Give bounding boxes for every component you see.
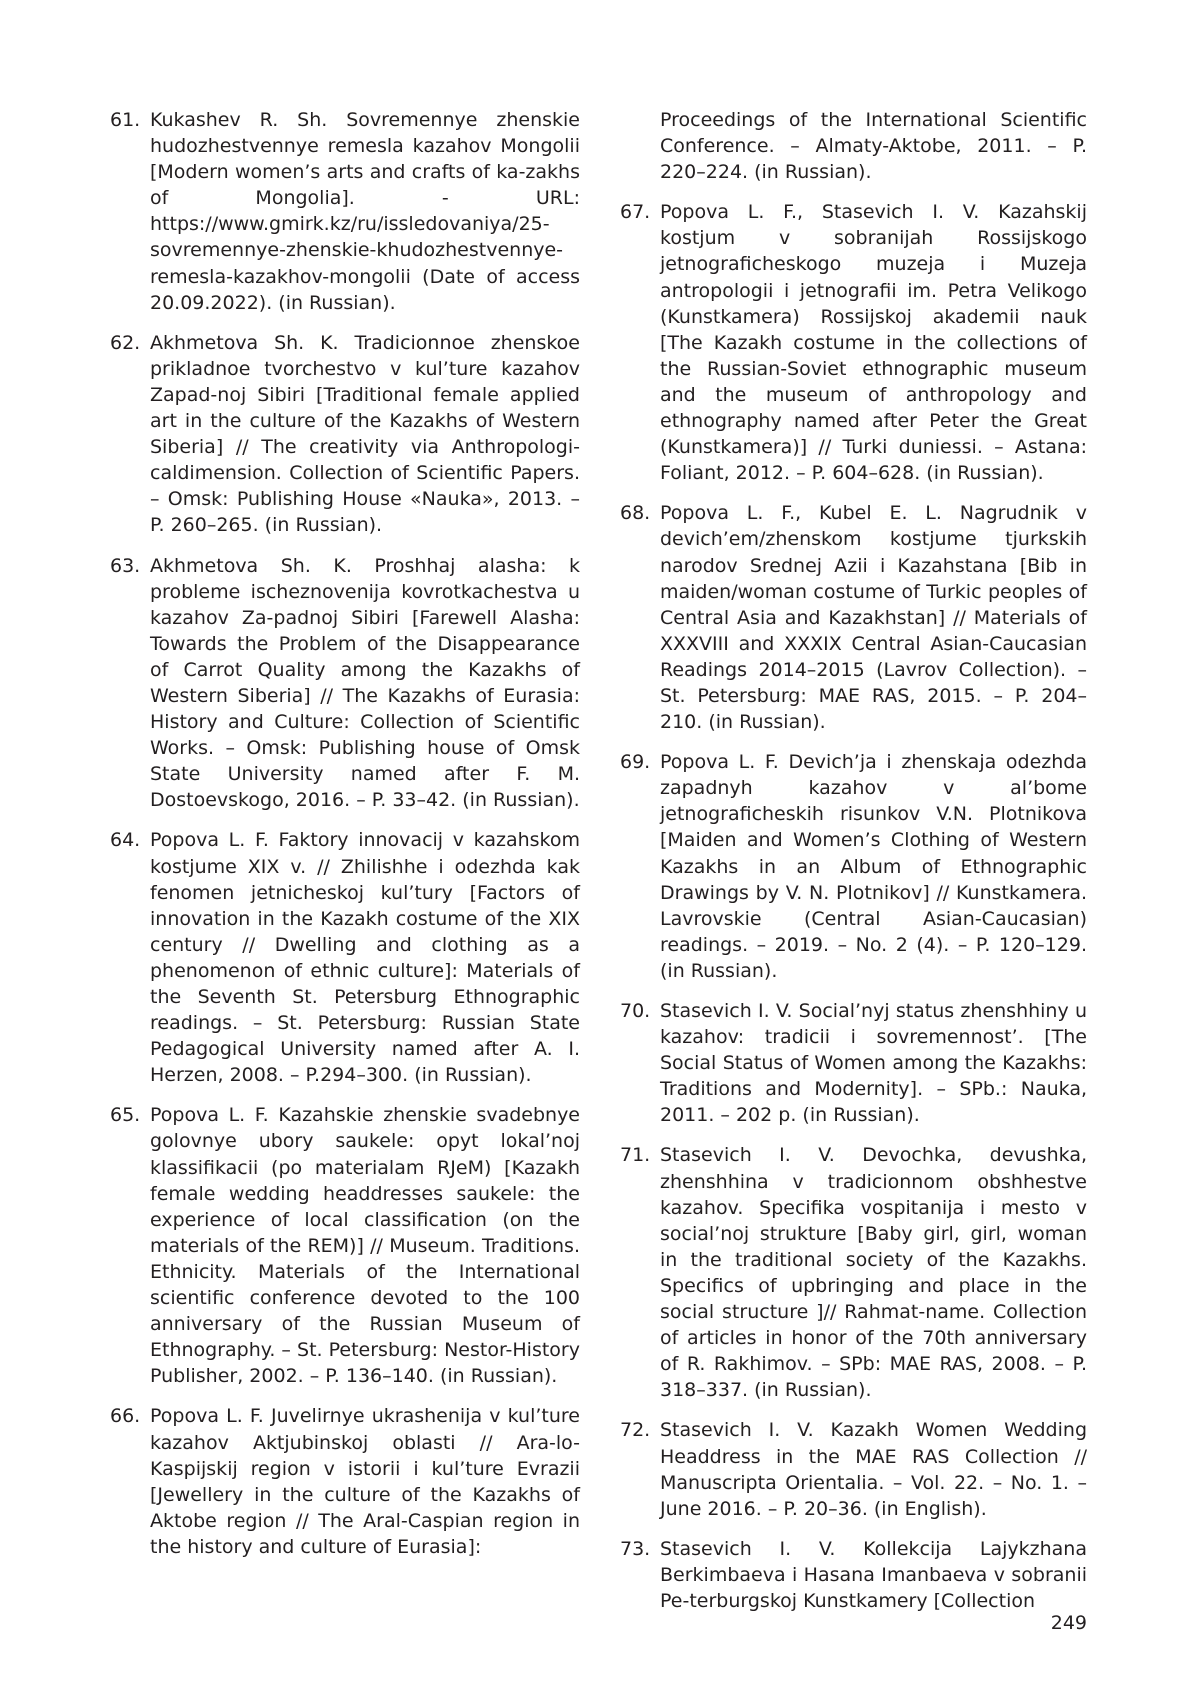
reference-66 xyxy=(110,1403,580,1560)
reference-text: Stasevich I. V. Kollekcija Lajykzhana Berkimbaeva i Hasana Imanbaeva v sobranii Pe-terburgskoj Kunstkamery [Collection xyxy=(660,1537,1087,1612)
reference-text: Akhmetova Sh. K. Tradicionnoe zhenskoe prikladnoe tvorchestvo v kul’ture kazahov Zapad-noj Sibiri [Traditional female applied art in the culture of the Kazakhs of Western Siberia] // The creativity via Anthropologi-caldimension. Collection of Scientific Papers. – Omsk: Publishing House «Nauka», 2013. – P. 260–265. (in Russian). xyxy=(150,331,580,537)
reference-70 xyxy=(620,998,1087,1128)
left-column xyxy=(110,107,580,1574)
reference-65 xyxy=(110,1102,580,1389)
reference-number: 71. xyxy=(620,1144,651,1167)
reference-number: 68. xyxy=(620,502,651,525)
reference-69 xyxy=(620,749,1087,984)
reference-68 xyxy=(620,500,1087,735)
reference-71 xyxy=(620,1142,1087,1403)
reference-text: Stasevich I. V. Social’nyj status zhenshhiny u kazahov: tradicii i sovremennost’. [The Social Status of Women among the Kazakhs: Traditions and Modernity]. – SPb.: Nauka, 2011. – 202 p. (in Russian). xyxy=(660,1000,1087,1127)
reference-text: Akhmetova Sh. K. Proshhaj alasha: k probleme ischeznovenija kovrotkachestva u kazahov Za-padnoj Sibiri [Farewell Alasha: Towards the Problem of the Disappearance of Carrot Quality among the Kazakhs of Western Siberia] // The Kazakhs of Eurasia: History and Culture: Collection of Scientific Works. – Omsk: Publishing house of Omsk State University named after F. M. Dostoevskogo, 2016. – P. 33–42. (in Russian). xyxy=(150,554,580,812)
reference-62 xyxy=(110,330,580,539)
reference-number: 69. xyxy=(620,751,651,774)
reference-number: 61. xyxy=(110,109,141,131)
reference-66-continuation: Proceedings of the International Scientific Conference. – Almaty-Aktobe, 2011. – P. 220–224. (in Russian). xyxy=(660,109,1087,184)
page-number: 249 xyxy=(1050,1612,1087,1634)
right-column xyxy=(620,107,1087,1628)
reference-text: Stasevich I. V. Kazakh Women Wedding Headdress in the MAE RAS Collection // Manuscripta Orientalia. – Vol. 22. – No. 1. – June 2016. – P. 20–36. (in English). xyxy=(660,1419,1087,1520)
reference-63 xyxy=(110,553,580,814)
reference-72 xyxy=(620,1417,1087,1521)
reference-text: Popova L. F. Juvelirnye ukrashenija v kul’ture kazahov Aktjubinskoj oblasti // Ara-lo-Kaspijskij region v istorii i kul’ture Evrazii [Jewellery in the culture of the Kazakhs of Aktobe region // The Aral-Caspian region in the history and culture of Eurasia]: xyxy=(150,1405,580,1558)
reference-text: Popova L. F. Devich’ja i zhenskaja odezhda zapadnyh kazahov v al’bome jetnograficheskih risunkov V.N. Plotnikova [Maiden and Women’s Clothing of Western Kazakhs in an Album of Ethnographic Drawings by V. N. Plotnikov] // Kunstkamera. Lavrovskie (Central Asian-Caucasian) readings. – 2019. – No. 2 (4). – P. 120–129. (in Russian). xyxy=(660,751,1087,982)
reference-text: Popova L. F., Kubel E. L. Nagrudnik v devich’em/zhenskom kostjume tjurkskih narodov Srednej Azii i Kazahstana [Bib in maiden/woman costume of Turkic peoples of Central Asia and Kazakhstan] // Materials of XXXVIII and XXXIX Central Asian-Caucasian Readings 2014–2015 (Lavrov Collection). – St. Petersburg: MAE RAS, 2015. – P. 204–210. (in Russian). xyxy=(660,502,1087,734)
reference-number: 63. xyxy=(110,554,141,577)
reference-73 xyxy=(620,1536,1087,1614)
reference-text: Popova L. F. Kazahskie zhenskie svadebnye golovnye ubory saukele: opyt lokal’noj klassifikacii (po materialam RJeM) [Kazakh female wedding headdresses saukele: the experience of local classification (on the materials of the REM)] // Museum. Traditions. Ethnicity. Materials of the International scientific conference devoted to the 100 anniversary of the Russian Museum of Ethnography. – St. Petersburg: Nestor-History Publisher, 2002. – P. 136–140. (in Russian). xyxy=(150,1104,580,1388)
reference-number: 72. xyxy=(620,1419,651,1442)
reference-number: 65. xyxy=(110,1104,141,1127)
reference-67 xyxy=(620,199,1087,486)
reference-number: 73. xyxy=(620,1537,651,1560)
reference-number: 64. xyxy=(110,829,141,852)
reference-61 xyxy=(110,107,580,316)
reference-number: 62. xyxy=(110,331,141,354)
reference-number: 66. xyxy=(110,1405,141,1428)
reference-text: Kukashev R. Sh. Sovremennye zhenskie hudozhestvennye remesla kazahov Mongolii [Modern women’s arts and crafts of ka-zakhs of Mongolia]. - URL: https://www.gmirk.kz/ru/issledovaniya/25-sovremennye-zhenskie-khudozhestvennye-remesla-kazakhov-mongolii (Date of access 20.09.2022). (in Russian). xyxy=(150,109,580,314)
reference-64 xyxy=(110,827,580,1088)
reference-text: Stasevich I. V. Devochka, devushka, zhenshhina v tradicionnom obshhestve kazahov. Specifika vospitanija i mesto v social’noj strukture [Baby girl, girl, woman in the traditional society of the Kazakhs. Specifics of upbringing and place in the social structure ]// Rahmat-name. Collection of articles in honor of the 70th anniversary of R. Rakhimov. – SPb: MAE RAS, 2008. – P. 318–337. (in Russian). xyxy=(660,1144,1087,1402)
reference-number: 67. xyxy=(620,201,651,224)
reference-text: Popova L. F., Stasevich I. V. Kazahskij kostjum v sobranijah Rossijskogo jetnograficheskogo muzeja i Muzeja antropologii i jetnografii im. Petra Velikogo (Kunstkamera) Rossijskoj akademii nauk [The Kazakh costume in the collections of the Russian-Soviet ethnographic museum and the museum of anthropology and ethnography named after Peter the Great (Kunstkamera)] // Turki duniessi. – Astana: Foliant, 2012. – P. 604–628. (in Russian). xyxy=(660,201,1087,485)
reference-text: Popova L. F. Faktory innovacij v kazahskom kostjume XIX v. // Zhilishhe i odezhda kak fenomen jetnicheskoj kul’tury [Factors of innovation in the Kazakh costume of the XIX century // Dwelling and clothing as a phenomenon of ethnic culture]: Materials of the Seventh St. Petersburg Ethnographic readings. – St. Petersburg: Russian State Pedagogical University named after A. I. Herzen, 2008. – P.294–300. (in Russian). xyxy=(150,829,580,1087)
reference-number: 70. xyxy=(620,1000,651,1022)
